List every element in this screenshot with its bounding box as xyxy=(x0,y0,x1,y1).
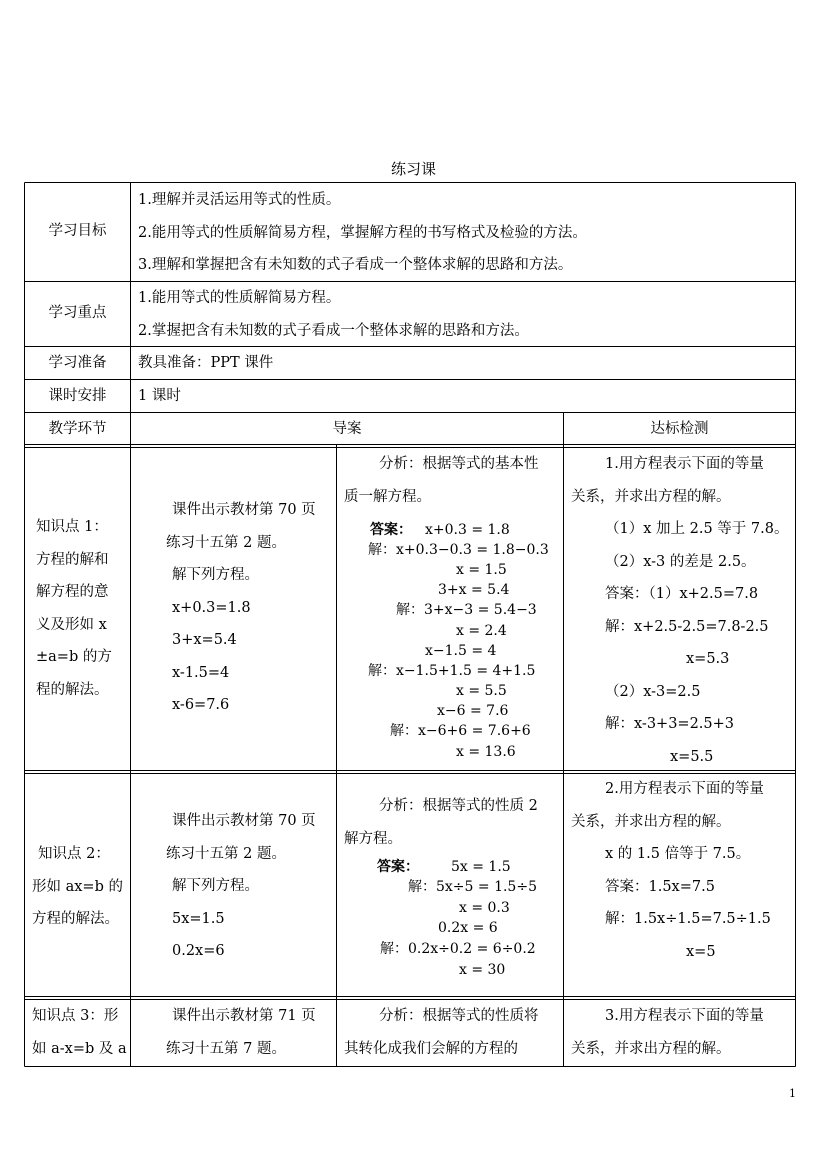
objectives-content xyxy=(138,184,587,282)
knowledge-3-guide: 课件出示教材第 71 页 练习十五第 7 题。 xyxy=(166,1008,316,1057)
knowledge-2-analysis: 分析：根据等式的性质 2 解方程。 xyxy=(344,798,538,847)
solution-line: x = 30 xyxy=(459,962,506,978)
solution-line: 5x = 1.5 xyxy=(451,859,511,875)
knowledge-2-check: 2.用方程表示下面的等量 关系，并求出方程的解。 x 的 1.5 倍等于 7.5。 答案：1.5x=7.5 解：1.5x÷1.5=7.5÷1.5 x=5 xyxy=(571,781,771,960)
knowledge-1-guide: 课件出示教材第 70 页 练习十五第 2 题。 解下列方程。 x+0.3=1.8 3+x=5.4 x-1.5=4 x-6=7.6 xyxy=(166,502,316,713)
solution-line: 解：x+0.3−0.3 = 1.8−0.3 xyxy=(368,542,549,558)
schedule-label: 课时安排 xyxy=(48,388,107,404)
solution-line: x = 5.5 xyxy=(456,683,507,699)
knowledge-2-guide: 课件出示教材第 70 页 练习十五第 2 题。 解下列方程。 5x=1.5 0.2x=6 xyxy=(166,813,316,959)
objectives-label: 学习目标 xyxy=(48,223,107,239)
knowledge-1-analysis: 分析：根据等式的基本性 质一解方程。 xyxy=(344,456,539,505)
solution-line: 解：3+x−3 = 5.4−3 xyxy=(396,602,537,618)
header-teaching-step: 教学环节 xyxy=(48,421,107,437)
objective-item: 2.能用等式的性质解简易方程，掌握解方程的书写格式及检验的方法。 xyxy=(138,224,587,241)
solution-line: x = 1.5 xyxy=(456,562,507,578)
key-points-label: 学习重点 xyxy=(48,305,107,321)
solution-line: x+0.3 = 1.8 xyxy=(425,522,510,538)
solution-line: x−1.5 = 4 xyxy=(425,643,497,659)
solution-line: 解：0.2x÷0.2 = 6÷0.2 xyxy=(380,941,536,957)
answer-label: 答案： xyxy=(377,859,419,875)
solution-line: x = 0.3 xyxy=(459,900,510,916)
solution-line: 解：5x÷5 = 1.5÷5 xyxy=(408,879,537,895)
preparation-label: 学习准备 xyxy=(48,355,107,371)
solution-line: 解：x−1.5+1.5 = 4+1.5 xyxy=(368,663,536,679)
header-guide: 导案 xyxy=(332,421,362,437)
knowledge-2-label: 知识点 2： 形如 ax=b 的 方程的解法。 xyxy=(32,846,123,927)
solution-line: x−6 = 7.6 xyxy=(437,703,509,719)
key-point-item: 1.能用等式的性质解简易方程。 xyxy=(138,290,341,306)
page-number: 1 xyxy=(789,1087,796,1100)
knowledge-1-label: 知识点 1： 方程的解和 解方程的意 义及形如 x ±a=b 的方 程的解法。 xyxy=(36,519,112,698)
solution-line: x = 13.6 xyxy=(456,744,516,760)
objective-item: 1.理解并灵活运用等式的性质。 xyxy=(138,192,341,208)
answer-label: 答案： xyxy=(370,522,412,538)
solution-line: x = 2.4 xyxy=(456,623,507,639)
solution-line: 解：x−6+6 = 7.6+6 xyxy=(390,723,531,739)
objective-item: 3.理解和掌握把含有未知数的式子看成一个整体求解的思路和方法。 xyxy=(138,257,573,273)
preparation-value: 教具准备：PPT 课件 xyxy=(138,355,274,371)
solution-line: 0.2x = 6 xyxy=(438,920,498,936)
page-title: 练习课 xyxy=(390,160,436,178)
knowledge-3-check: 3.用方程表示下面的等量 关系，并求出方程的解。 xyxy=(571,1008,764,1057)
key-point-item: 2.掌握把含有未知数的式子看成一个整体求解的思路和方法。 xyxy=(138,322,529,339)
knowledge-3-label: 知识点 3：形 如 a-x=b 及 a xyxy=(32,1008,127,1057)
schedule-value: 1 课时 xyxy=(138,388,181,404)
knowledge-3-analysis: 分析：根据等式的性质将 其转化成我们会解的方程的 xyxy=(344,1008,539,1057)
knowledge-1-check: 1.用方程表示下面的等量 关系，并求出方程的解。 （1）x 加上 2.5 等于 7.8。 （2）x-3 的差是 2.5。 答案：（1）x+2.5=7.8 解：x+2.5-2.5=7.8-2.5 x=5.3 （2）x-3=2.5 解：x-3+3=2.5+3 x=5.5 xyxy=(571,456,789,765)
solution-line: 3+x = 5.4 xyxy=(438,582,510,598)
key-points-content xyxy=(138,282,529,347)
header-check: 达标检测 xyxy=(650,421,709,437)
